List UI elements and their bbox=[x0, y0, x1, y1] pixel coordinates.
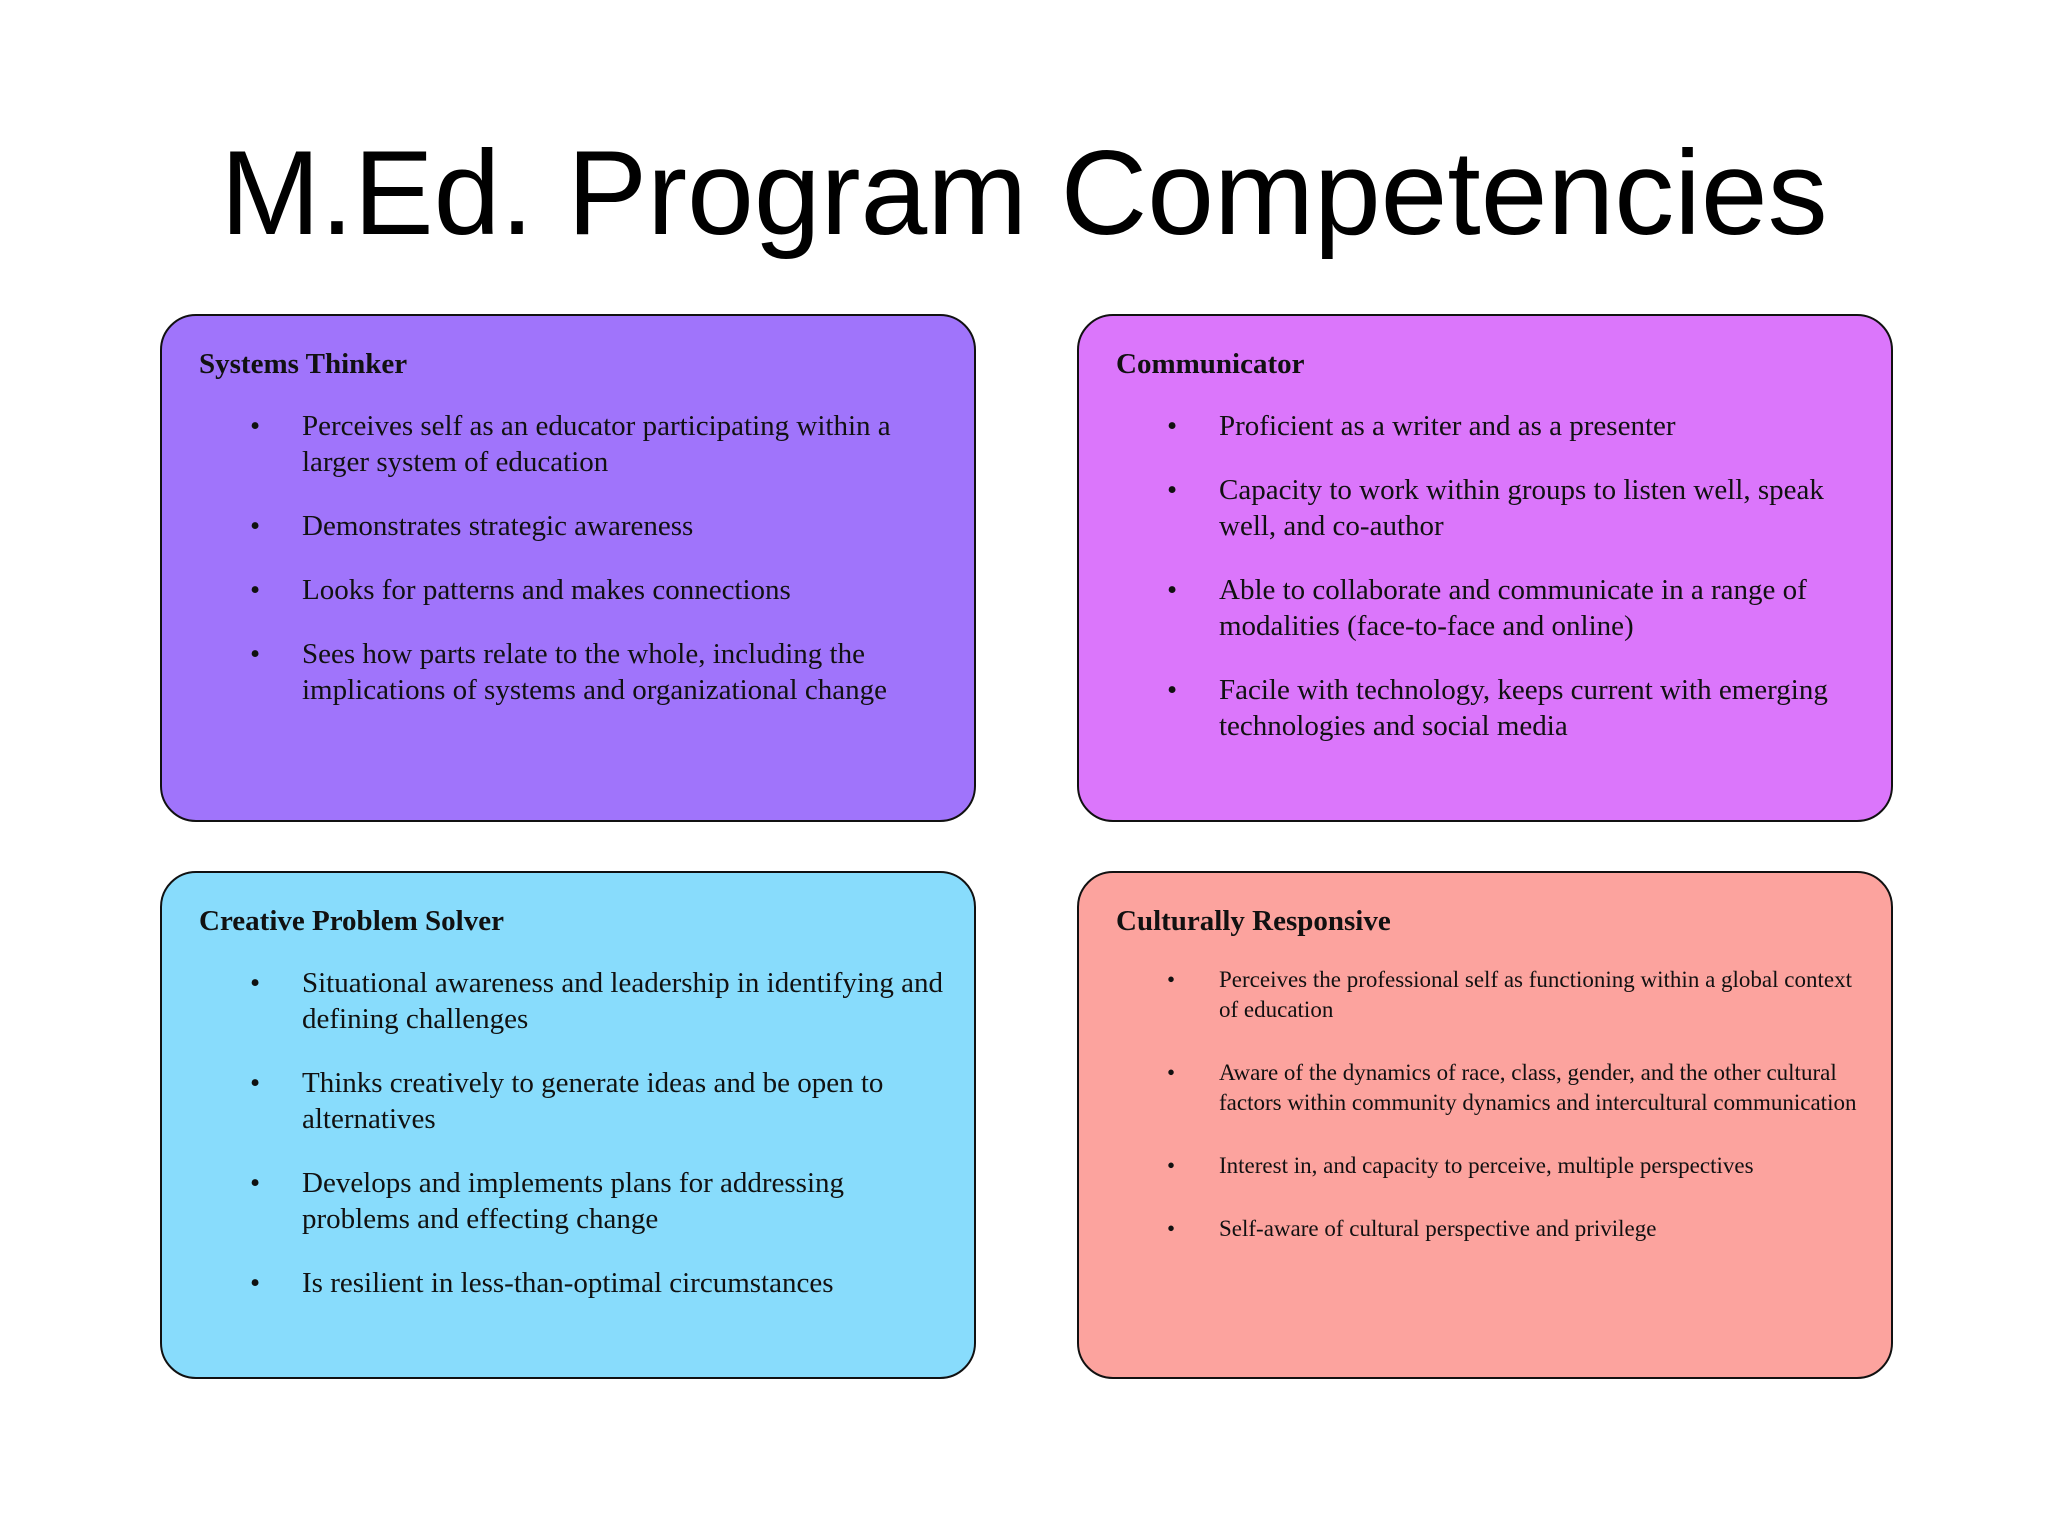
card-title: Systems Thinker bbox=[199, 348, 408, 380]
bullet-icon: • bbox=[250, 1267, 261, 1299]
bullet-icon: • bbox=[250, 410, 261, 442]
list-item bbox=[1079, 1058, 1891, 1118]
list-item-text: Situational awareness and leadership in identifying and defining challenges bbox=[302, 967, 944, 1035]
list-item bbox=[162, 636, 974, 708]
list-item bbox=[1079, 408, 1891, 444]
list-item-text: Able to collaborate and communicate in a range of modalities (face-to-face and online) bbox=[1219, 574, 1807, 642]
list-item bbox=[1079, 672, 1891, 744]
list-item-text: Is resilient in less-than-optimal circumstances bbox=[302, 1267, 834, 1299]
bullet-icon: • bbox=[1167, 574, 1178, 606]
competency-list bbox=[1079, 965, 1891, 1277]
list-item-text: Proficient as a writer and as a presenter bbox=[1219, 410, 1676, 442]
list-item bbox=[162, 572, 974, 608]
card-creative-problem-solver bbox=[160, 871, 976, 1379]
slide-title: M.Ed. Program Competencies bbox=[220, 126, 1828, 260]
list-item-text: Perceives self as an educator participating within a larger system of education bbox=[302, 410, 891, 478]
list-item bbox=[162, 1065, 974, 1137]
bullet-icon: • bbox=[1167, 967, 1176, 992]
list-item-text: Facile with technology, keeps current with emerging technologies and social media bbox=[1219, 674, 1828, 742]
bullet-icon: • bbox=[250, 574, 261, 606]
list-item-text: Self-aware of cultural perspective and privilege bbox=[1219, 1216, 1657, 1241]
list-item bbox=[1079, 965, 1891, 1025]
card-title: Creative Problem Solver bbox=[199, 905, 504, 937]
card-systems-thinker bbox=[160, 314, 976, 822]
card-culturally-responsive bbox=[1077, 871, 1893, 1379]
card-title: Culturally Responsive bbox=[1116, 905, 1391, 937]
list-item-text: Perceives the professional self as functioning within a global context of education bbox=[1219, 967, 1852, 1022]
bullet-icon: • bbox=[250, 510, 261, 542]
bullet-icon: • bbox=[1167, 1060, 1176, 1085]
list-item-text: Capacity to work within groups to listen well, speak well, and co-author bbox=[1219, 474, 1824, 542]
bullet-icon: • bbox=[250, 1167, 261, 1199]
bullet-icon: • bbox=[250, 967, 261, 999]
competency-list bbox=[162, 408, 974, 736]
list-item-text: Interest in, and capacity to perceive, multiple perspectives bbox=[1219, 1153, 1754, 1178]
list-item bbox=[1079, 472, 1891, 544]
list-item-text: Demonstrates strategic awareness bbox=[302, 510, 694, 542]
list-item bbox=[1079, 1214, 1891, 1244]
bullet-icon: • bbox=[250, 1067, 261, 1099]
list-item bbox=[162, 1165, 974, 1237]
competency-list bbox=[1079, 408, 1891, 772]
list-item bbox=[162, 408, 974, 480]
bullet-icon: • bbox=[1167, 474, 1178, 506]
list-item-text: Sees how parts relate to the whole, including the implications of systems and organizational change bbox=[302, 638, 887, 706]
bullet-icon: • bbox=[1167, 410, 1178, 442]
list-item bbox=[162, 965, 974, 1037]
competency-list bbox=[162, 965, 974, 1329]
card-communicator bbox=[1077, 314, 1893, 822]
list-item-text: Thinks creatively to generate ideas and be open to alternatives bbox=[302, 1067, 884, 1135]
list-item bbox=[1079, 572, 1891, 644]
list-item-text: Develops and implements plans for addressing problems and effecting change bbox=[302, 1167, 845, 1235]
list-item-text: Aware of the dynamics of race, class, gender, and the other cultural factors within community dynamics and intercultural communication bbox=[1219, 1060, 1857, 1115]
bullet-icon: • bbox=[250, 638, 261, 670]
card-title: Communicator bbox=[1116, 348, 1305, 380]
list-item bbox=[1079, 1151, 1891, 1181]
bullet-icon: • bbox=[1167, 1216, 1176, 1241]
list-item bbox=[162, 508, 974, 544]
list-item-text: Looks for patterns and makes connections bbox=[302, 574, 791, 606]
bullet-icon: • bbox=[1167, 674, 1178, 706]
bullet-icon: • bbox=[1167, 1153, 1176, 1178]
list-item bbox=[162, 1265, 974, 1301]
